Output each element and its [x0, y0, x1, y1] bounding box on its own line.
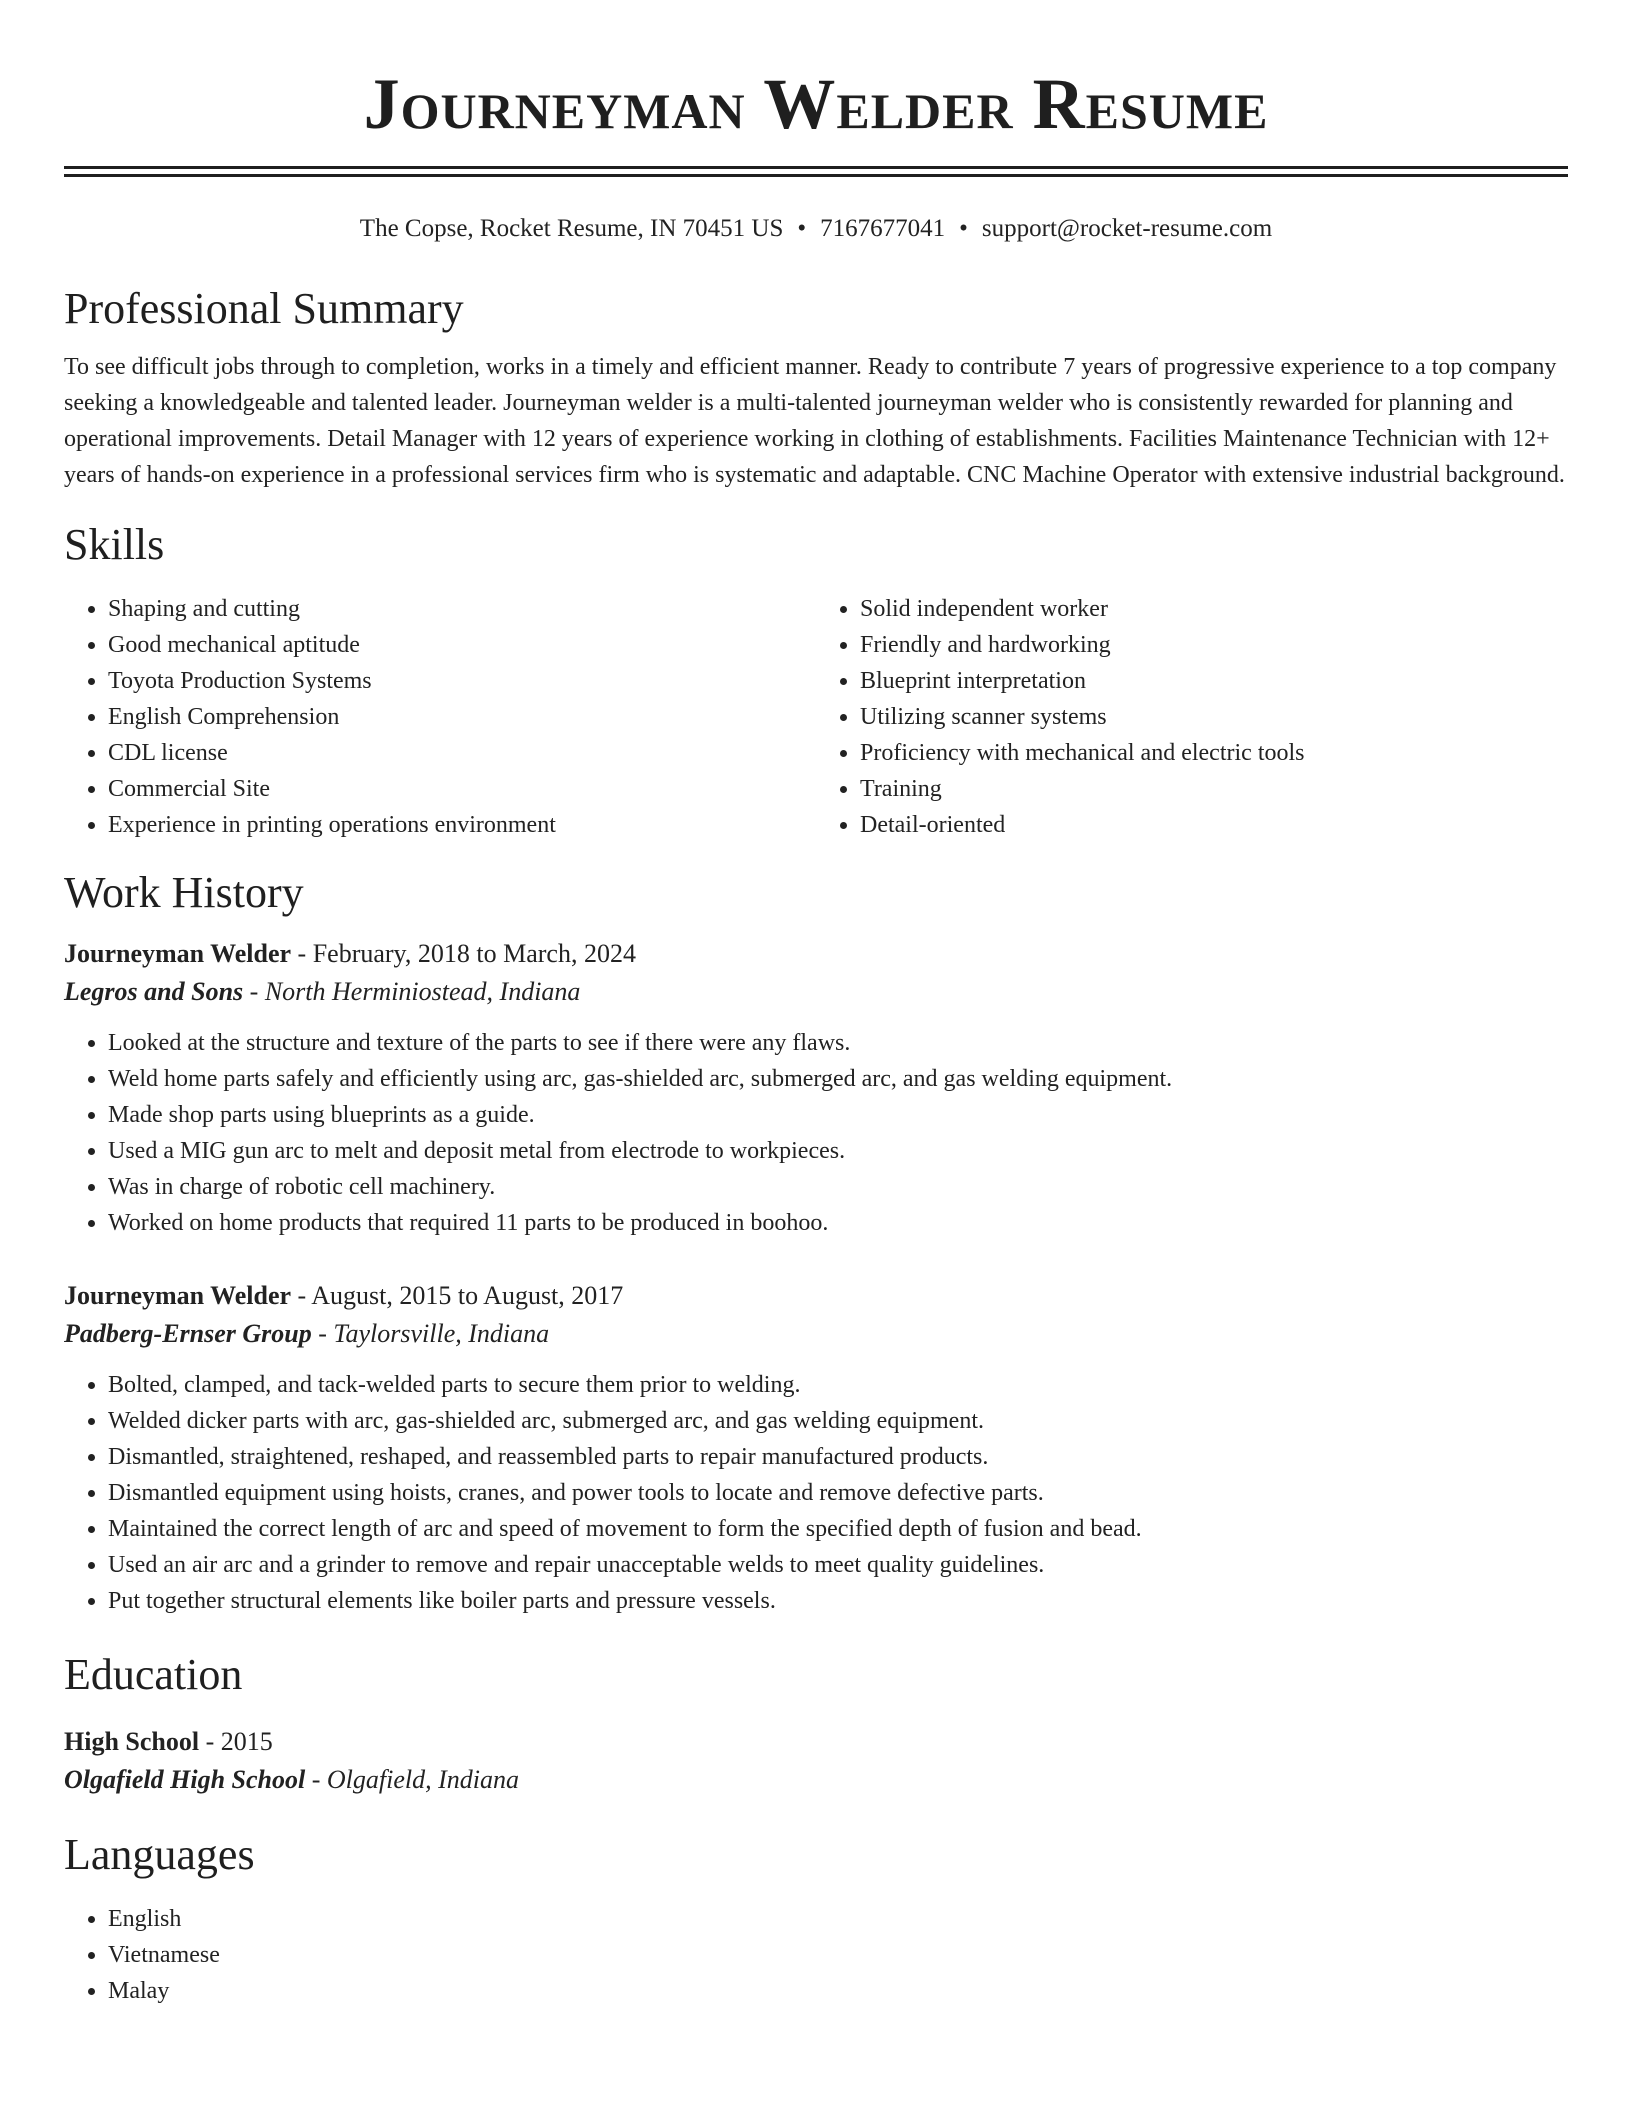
- job-bullet: • Looked at the structure and texture of the parts to see if there were any flaws.: [108, 1025, 1568, 1061]
- contact-separator: •: [797, 215, 807, 242]
- skill-item: • Experience in printing operations environment: [108, 807, 816, 843]
- languages-list: [64, 1901, 1568, 2009]
- job-company: Padberg-Ernser Group: [64, 1319, 312, 1348]
- job-bullet: • Maintained the correct length of arc and speed of movement to form the specified depth of fusion and bead.: [108, 1511, 1568, 1547]
- skill-item: • Shaping and cutting: [108, 591, 816, 627]
- job-bullet: • Used a MIG gun arc to melt and deposit metal from electrode to workpieces.: [108, 1133, 1568, 1169]
- summary-heading: Professional Summary: [64, 284, 464, 333]
- job-bullet: • Used an air arc and a grinder to remove and repair unacceptable welds to meet quality guidelines.: [108, 1547, 1568, 1583]
- skills-heading: Skills: [64, 520, 165, 569]
- skill-item: • Solid independent worker: [860, 591, 1568, 627]
- job-dates: - August, 2015 to August, 2017: [291, 1281, 624, 1310]
- skill-item: • Utilizing scanner systems: [860, 699, 1568, 735]
- job-bullet: • Put together structural elements like boiler parts and pressure vessels.: [108, 1583, 1568, 1619]
- skill-item: • Good mechanical aptitude: [108, 627, 816, 663]
- job-header: [64, 1277, 1568, 1315]
- job-bullet: • Welded dicker parts with arc, gas-shielded arc, submerged arc, and gas welding equipment.: [108, 1403, 1568, 1439]
- summary-text: To see difficult jobs through to completion, works in a timely and efficient manner. Ready to contribute 7 years of progressive experience to a top company seeking a knowledgeable and talented leader. Journeyman welder is a multi-talented journeyman welder who is consistently rewarded for planning and operational improvements. Detail Manager with 12 years of experience working in clothing of establishments. Facilities Maintenance Technician with 12+ years of hands-on experience in a professional services firm who is systematic and adaptable. CNC Machine Operator with extensive industrial background.: [64, 354, 1565, 488]
- job-bullets: [64, 1025, 1568, 1241]
- language-item: • Vietnamese: [108, 1937, 1568, 1973]
- education-location: - Olgafield, Indiana: [305, 1765, 520, 1794]
- skill-item: • Toyota Production Systems: [108, 663, 816, 699]
- skill-item: • Friendly and hardworking: [860, 627, 1568, 663]
- job-bullet: • Dismantled equipment using hoists, cranes, and power tools to locate and remove defective parts.: [108, 1475, 1568, 1511]
- job-bullet: • Dismantled, straightened, reshaped, and reassembled parts to repair manufactured products.: [108, 1439, 1568, 1475]
- skill-item: • Training: [860, 771, 1568, 807]
- education-school: Olgafield High School: [64, 1765, 306, 1794]
- contact-line: [64, 213, 1568, 245]
- education-header: [64, 1723, 1568, 1761]
- job-location: - Taylorsville, Indiana: [311, 1319, 550, 1348]
- job-bullet: • Weld home parts safely and efficiently using arc, gas-shielded arc, submerged arc, and gas welding equipment.: [108, 1061, 1568, 1097]
- job-company-line: [64, 973, 1568, 1011]
- job-location: - North Herminiostead, Indiana: [243, 977, 581, 1006]
- education-school-line: [64, 1761, 1568, 1799]
- skills-columns: [64, 591, 1568, 843]
- resume-title: Journeyman Welder Resume: [363, 64, 1269, 144]
- education-year: - 2015: [199, 1727, 273, 1756]
- skill-item: • Commercial Site: [108, 771, 816, 807]
- skills-list-left: [64, 591, 816, 843]
- skill-item: • CDL license: [108, 735, 816, 771]
- title-rule-bottom: [64, 174, 1568, 177]
- education-heading: Education: [64, 1650, 243, 1699]
- work-history-heading: Work History: [64, 868, 304, 917]
- language-item: • English: [108, 1901, 1568, 1937]
- contact-phone: 7167677041: [820, 215, 946, 242]
- skill-item: • Blueprint interpretation: [860, 663, 1568, 699]
- job-company-line: [64, 1315, 1568, 1353]
- job-role: Journeyman Welder: [64, 1281, 292, 1310]
- contact-address: The Copse, Rocket Resume, IN 70451 US: [359, 215, 784, 242]
- job-dates: - February, 2018 to March, 2024: [291, 939, 636, 968]
- job-bullet: • Bolted, clamped, and tack-welded parts to secure them prior to welding.: [108, 1367, 1568, 1403]
- skill-item: • Detail-oriented: [860, 807, 1568, 843]
- language-item: • Malay: [108, 1973, 1568, 2009]
- education-degree: High School: [64, 1727, 200, 1756]
- job-header: [64, 935, 1568, 973]
- contact-email: support@rocket-resume.com: [981, 215, 1273, 242]
- job-bullet: • Made shop parts using blueprints as a guide.: [108, 1097, 1568, 1133]
- skill-item: • English Comprehension: [108, 699, 816, 735]
- job-company: Legros and Sons: [64, 977, 244, 1006]
- title-rule-top: [64, 166, 1568, 169]
- languages-heading: Languages: [64, 1830, 255, 1879]
- skills-list-right: [816, 591, 1568, 843]
- job-bullets: [64, 1367, 1568, 1619]
- job-bullet: • Worked on home products that required 11 parts to be produced in boohoo.: [108, 1205, 1568, 1241]
- job-bullet: • Was in charge of robotic cell machinery.: [108, 1169, 1568, 1205]
- job-role: Journeyman Welder: [64, 939, 292, 968]
- skill-item: • Proficiency with mechanical and electric tools: [860, 735, 1568, 771]
- contact-separator: •: [959, 215, 968, 242]
